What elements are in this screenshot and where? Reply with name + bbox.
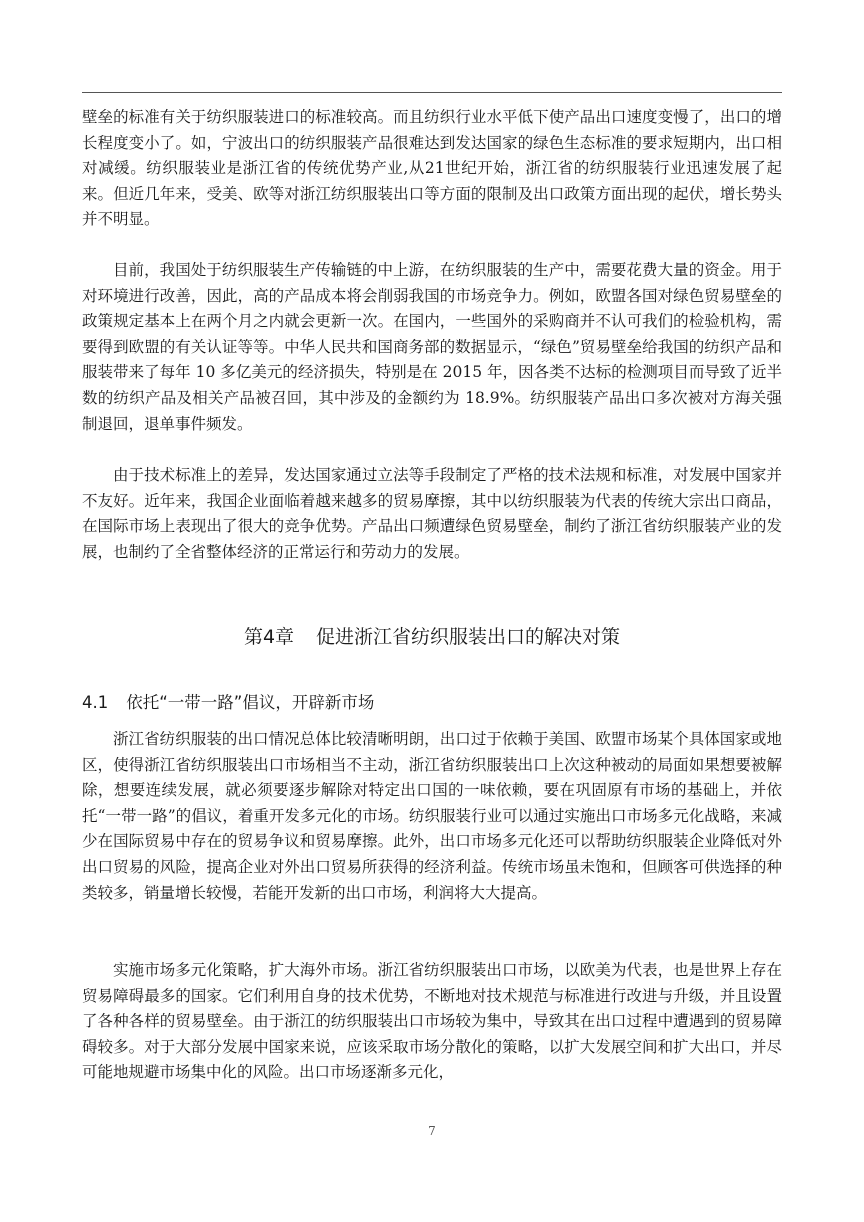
page-number: 7 <box>428 1124 436 1138</box>
chapter-number: 第4章 <box>243 626 295 648</box>
paragraph-5: 实施市场多元化策略，扩大海外市场。浙江省纺织服装出口市场，以欧美为代表，也是世界上存在贸易障碍最多的国家。它们利用自身的技术优势，不断地对技术规范与标准进行改进与升级，并且设置了各种各样的贸易壁垒。由于浙江的纺织服装出口市场较为集中，导致其在出口过程中遭遇到的贸易障碍较多。对于大部分发展中国家来说，应该采取市场分散化的策略，以扩大发展空间和扩大出口，并尽可能地规避市场集中化的风险。出口市场逐渐多元化， <box>82 961 782 1082</box>
paragraph-2: 目前，我国处于纺织服装生产传输链的中上游，在纺织服装的生产中，需要花费大量的资金。用于对环境进行改善，因此，高的产品成本将会削弱我国的市场竞争力。例如，欧盟各国对绿色贸易壁垒的政策规定基本上在两个月之内就会更新一次。在国内，一些国外的采购商并不认可我们的检验机构，需要得到欧盟的有关认证等等。中华人民共和国商务部的数据显示，“绿色”贸易壁垒给我国的纺织产品和服装带来了每年 10 多亿美元的经济损失，特别是在 2015 年，因各类不达标的检测项目而导致了近半数的纺织产品及相关产品被召回，其中涉及的金额约为 18.9%。纺织服装产品出口多次被对方海关强制退回，退单事件频发。 <box>82 261 782 433</box>
paragraph-1: 壁垒的标准有关于纺织服装进口的标准较高。而且纺织行业水平低下使产品出口速度变慢了，出口的增长程度变小了。如，宁波出口的纺织服装产品很难达到发达国家的绿色生态标准的要求短期内，出口相对减缓。纺织服装业是浙江省的传统优势产业,从21世纪开始，浙江省的纺织服装行业迅速发展了起来。但近几年来，受美、欧等对浙江纺织服装出口等方面的限制及出口政策方面出现的起伏，增长势头并不明显。 <box>82 108 782 229</box>
chapter-title: 促进浙江省纺织服装出口的解决对策 <box>316 626 621 648</box>
section-number: 4.1 <box>82 693 109 712</box>
section-heading <box>82 690 782 716</box>
section-title: 依托“一带一路”倡议，开辟新市场 <box>126 693 375 712</box>
chapter-heading <box>82 623 782 651</box>
header-rule <box>82 92 782 93</box>
paragraph-3: 由于技术标准上的差异，发达国家通过立法等手段制定了严格的技术法规和标准，对发展中国家并不友好。近年来，我国企业面临着越来越多的贸易摩擦，其中以纺织服装为代表的传统大宗出口商品，在国际市场上表现出了很大的竞争优势。产品出口频遭绿色贸易壁垒，制约了浙江省纺织服装产业的发展，也制约了全省整体经济的正常运行和劳动力的发展。 <box>82 466 782 561</box>
paragraph-4: 浙江省纺织服装的出口情况总体比较清晰明朗，出口过于依赖于美国、欧盟市场某个具体国家或地区，使得浙江省纺织服装出口市场相当不主动，浙江省纺织服装出口上次这种被动的局面如果想要被解除，想要连续发展，就必须要逐步解除对特定出口国的一味依赖，要在巩固原有市场的基础上，并依托“一带一路”的倡议，着重开发多元化的市场。纺织服装行业可以通过实施出口市场多元化战略，来减少在国际贸易中存在的贸易争议和贸易摩擦。此外，出口市场多元化还可以帮助纺织服装企业降低对外出口贸易的风险，提高企业对外出口贸易所获得的经济利益。传统市场虽未饱和，但顾客可供选择的种类较多，销量增长较慢，若能开发新的出口市场，利润将大大提高。 <box>82 730 782 902</box>
